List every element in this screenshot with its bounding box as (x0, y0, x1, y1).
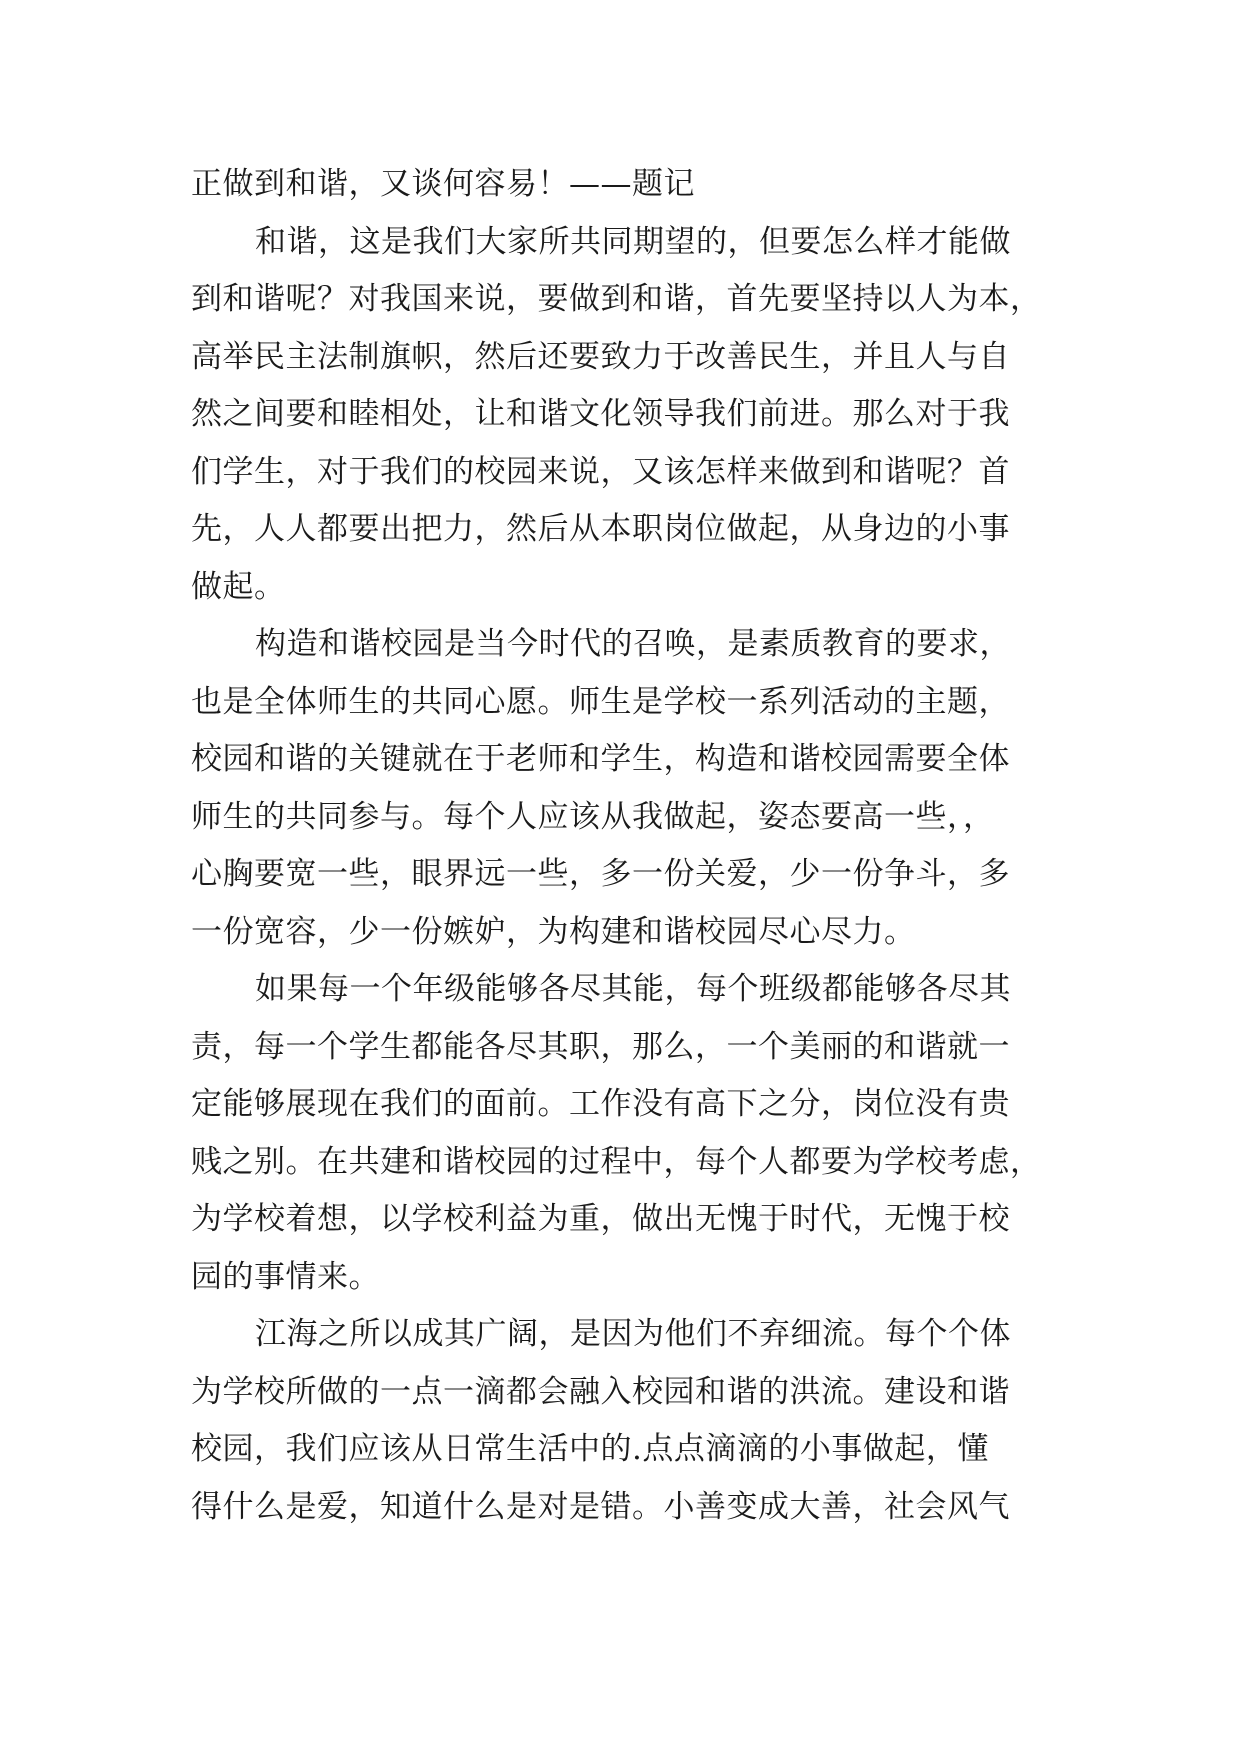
text-line: 得什么是爱，知道什么是对是错。小善变成大善，社会风气 (191, 1488, 1010, 1525)
text-line: 也是全体师生的共同心愿。师生是学校一系列活动的主题， (191, 683, 1010, 720)
text-line: 先，人人都要出把力，然后从本职岗位做起，从身边的小事 (191, 511, 1010, 547)
text-line: 到和谐呢？对我国来说，要做到和谐，首先要坚持以人为本， (191, 281, 1042, 317)
paragraph-first-line: 江海之所以成其广阔，是因为他们不弃细流。每个个体 (255, 1316, 1011, 1352)
text-line: 贱之别。在共建和谐校园的过程中，每个人都要为学校考虑， (191, 1143, 1042, 1180)
text-line: 定能够展现在我们的面前。工作没有高下之分，岗位没有贵 (191, 1086, 1010, 1122)
text-line: 做起。 (191, 568, 286, 605)
text-line: 为学校所做的一点一滴都会融入校园和谐的洪流。建设和谐 (191, 1373, 1010, 1410)
paragraph-first-line: 如果每一个年级能够各尽其能，每个班级都能够各尽其 (255, 971, 1011, 1007)
text-line: 高举民主法制旗帜，然后还要致力于改善民生，并且人与自 (191, 338, 1010, 375)
text-line: 心胸要宽一些，眼界远一些，多一份关爱，少一份争斗，多 (191, 856, 1010, 892)
text-line: 为学校着想，以学校利益为重，做出无愧于时代，无愧于校 (191, 1201, 1010, 1237)
text-line: 正做到和谐，又谈何容易！——题记 (191, 166, 695, 202)
text-line: 校园和谐的关键就在于老师和学生，构造和谐校园需要全体 (191, 741, 1010, 777)
text-line: 校园，我们应该从日常生活中的.点点滴滴的小事做起，懂 (191, 1431, 989, 1467)
text-line: 然之间要和睦相处，让和谐文化领导我们前进。那么对于我 (191, 396, 1010, 432)
text-line: 园的事情来。 (191, 1258, 380, 1295)
text-line: 们学生，对于我们的校园来说，又该怎样来做到和谐呢？首 (191, 453, 1010, 490)
paragraph-first-line: 构造和谐校园是当今时代的召唤，是素质教育的要求， (255, 626, 1011, 662)
document-body (191, 156, 1071, 1536)
text-line: 责，每一个学生都能各尽其职，那么，一个美丽的和谐就一 (191, 1028, 1010, 1065)
text-line: 一份宽容，少一份嫉妒，为构建和谐校园尽心尽力。 (191, 913, 916, 950)
text-line: 师生的共同参与。每个人应该从我做起，姿态要高一些，， (191, 798, 995, 835)
paragraph-first-line: 和谐，这是我们大家所共同期望的，但要怎么样才能做 (255, 223, 1011, 260)
